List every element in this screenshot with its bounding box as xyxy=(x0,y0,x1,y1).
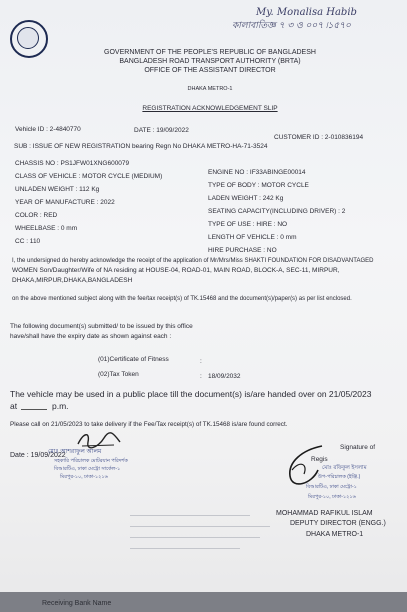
engine-no: ENGINE NO : IF33ABINGE00014 xyxy=(208,169,306,176)
header-line3: OFFICE OF THE ASSISTANT DIRECTOR xyxy=(144,67,276,74)
tax-token-expiry: 18/09/2032 xyxy=(208,373,241,380)
slip-date: DATE : 19/09/2022 xyxy=(134,127,189,134)
officer-title: DEPUTY DIRECTOR (ENGG.) xyxy=(290,520,386,527)
usage-notice: The vehicle may be used in a public place till the document(s) is/are handed over on 21/05/2023 xyxy=(10,389,372,399)
faded-print-rule xyxy=(130,548,240,549)
doc-item-label: (01)Certificate of Fitness xyxy=(98,356,169,363)
header-line2: BANGLADESH ROAD TRANSPORT AUTHORITY (BRTA) xyxy=(119,58,301,65)
doc-item-sep: : xyxy=(200,358,202,365)
at-label: at xyxy=(10,401,18,411)
wheelbase: WHEELBASE : 0 mm xyxy=(15,225,78,232)
stamp-right-line: বিআরটিএ, ঢাকা মেট্রো-১ xyxy=(306,484,357,490)
subject-line: SUB : ISSUE OF NEW REGISTRATION bearing Regn No DHAKA METRO-HA-71-3524 xyxy=(14,143,268,150)
faded-print-rule xyxy=(130,537,260,538)
stamp-left-line: মিরপুর-১০, ঢাকা-১২১৬ xyxy=(60,474,108,480)
reg-label: Regis xyxy=(311,456,328,463)
doc-item-sep: : xyxy=(200,373,202,380)
docs-intro1: The following document(s) submitted/ to be issued by this office xyxy=(10,323,193,330)
docs-intro2: have/shall have the expiry date as shown against each : xyxy=(10,333,172,340)
class-of-vehicle: CLASS OF VEHICLE : MOTOR CYCLE (MEDIUM) xyxy=(15,173,163,180)
customer-id: CUSTOMER ID : 2-010836194 xyxy=(274,134,364,141)
handwritten-name: My. Monalisa Habib xyxy=(256,7,357,18)
signature-label: Signature of xyxy=(340,444,376,451)
color: COLOR : RED xyxy=(15,212,58,219)
laden-weight: LADEN WEIGHT : 242 Kg xyxy=(208,195,284,202)
ack-line4: on the above mentioned subject along with the fee/tax receipt(s) of TK.15468 and the document(s)/paper(s) as per list enclosed. xyxy=(12,296,352,302)
hire-purchase: HIRE PURCHASE : NO xyxy=(208,247,277,254)
office-name: DHAKA METRO-1 xyxy=(187,86,233,92)
ack-line1: I, the undersigned do hereby acknowledge the receipt of the application of Mr/Mrs/Miss SHAKTI FOUNDATION FOR DISADVANTAGED xyxy=(12,258,374,264)
stamp-left-line: মোঃ আশরাফুল আলম xyxy=(48,449,102,455)
unladen-weight: UNLADEN WEIGHT : 112 Kg xyxy=(15,186,100,193)
time-blank xyxy=(21,409,47,410)
faded-print-rule xyxy=(130,515,250,516)
receiving-bank-label: Receiving Bank Name xyxy=(42,600,112,607)
pm-label: p.m. xyxy=(52,401,69,411)
vehicle-id: Vehicle ID : 2-4840770 xyxy=(15,126,81,133)
type-of-use: TYPE OF USE : HIRE : NO xyxy=(208,221,288,228)
stamp-right-line: উপ-পরিচালক (ইঞ্জি.) xyxy=(318,474,361,480)
footer-date: Date : 19/09/2022 xyxy=(10,452,66,459)
stamp-right-line: মিরপুর-১০, ঢাকা-১২১৬ xyxy=(308,494,356,500)
slip-title: REGISTRATION ACKNOWLEDGEMENT SLIP xyxy=(142,105,278,112)
brta-seal-icon xyxy=(10,20,48,58)
callback-notice: Please call on 21/05/2023 to take delivery if the Fee/Tax receipt(s) of TK.15468 is/are found correct. xyxy=(10,421,288,428)
officer-office: DHAKA METRO-1 xyxy=(306,531,364,538)
seating-capacity: SEATING CAPACITY(INCLUDING DRIVER) : 2 xyxy=(208,208,346,215)
ack-line3: DHAKA,MIRPUR,DHAKA,BANGLADESH xyxy=(12,277,133,284)
stamp-left-line: সহকারি পরিচালক মোটরযান পরিদর্শক xyxy=(54,458,128,464)
length-of-vehicle: LENGTH OF VEHICLE : 0 mm xyxy=(208,234,297,241)
header-line1: GOVERNMENT OF THE PEOPLE'S REPUBLIC OF BANGLADESH xyxy=(104,49,316,56)
year-of-manufacture: YEAR OF MANUFACTURE : 2022 xyxy=(15,199,115,206)
doc-item-label: (02)Tax Token xyxy=(98,371,139,378)
faded-print-rule xyxy=(130,526,270,527)
cc: CC : 110 xyxy=(15,238,41,245)
stamp-right-line: মোঃ রফিকুল ইসলাম xyxy=(322,465,367,471)
stamp-left-line: বিআরটিএ, ঢাকা মেট্রো সার্কেল-১ xyxy=(54,466,121,472)
chassis-no: CHASSIS NO : PS1JFW01XNG600079 xyxy=(15,160,130,167)
officer-name: MOHAMMAD RAFIKUL ISLAM xyxy=(276,510,373,517)
type-of-body: TYPE OF BODY : MOTOR CYCLE xyxy=(208,182,309,189)
handwritten-number: কালাবাতিজ্ঞ ৭ ৩ ও ০০৭ ৷১৫৭০ xyxy=(232,21,351,31)
ack-line2: WOMEN Son/Daughter/Wife of NA residing at HOUSE-04, ROAD-01, MAIN ROAD, BLOCK-A, SEC-11, MIRPUR, xyxy=(12,267,340,274)
